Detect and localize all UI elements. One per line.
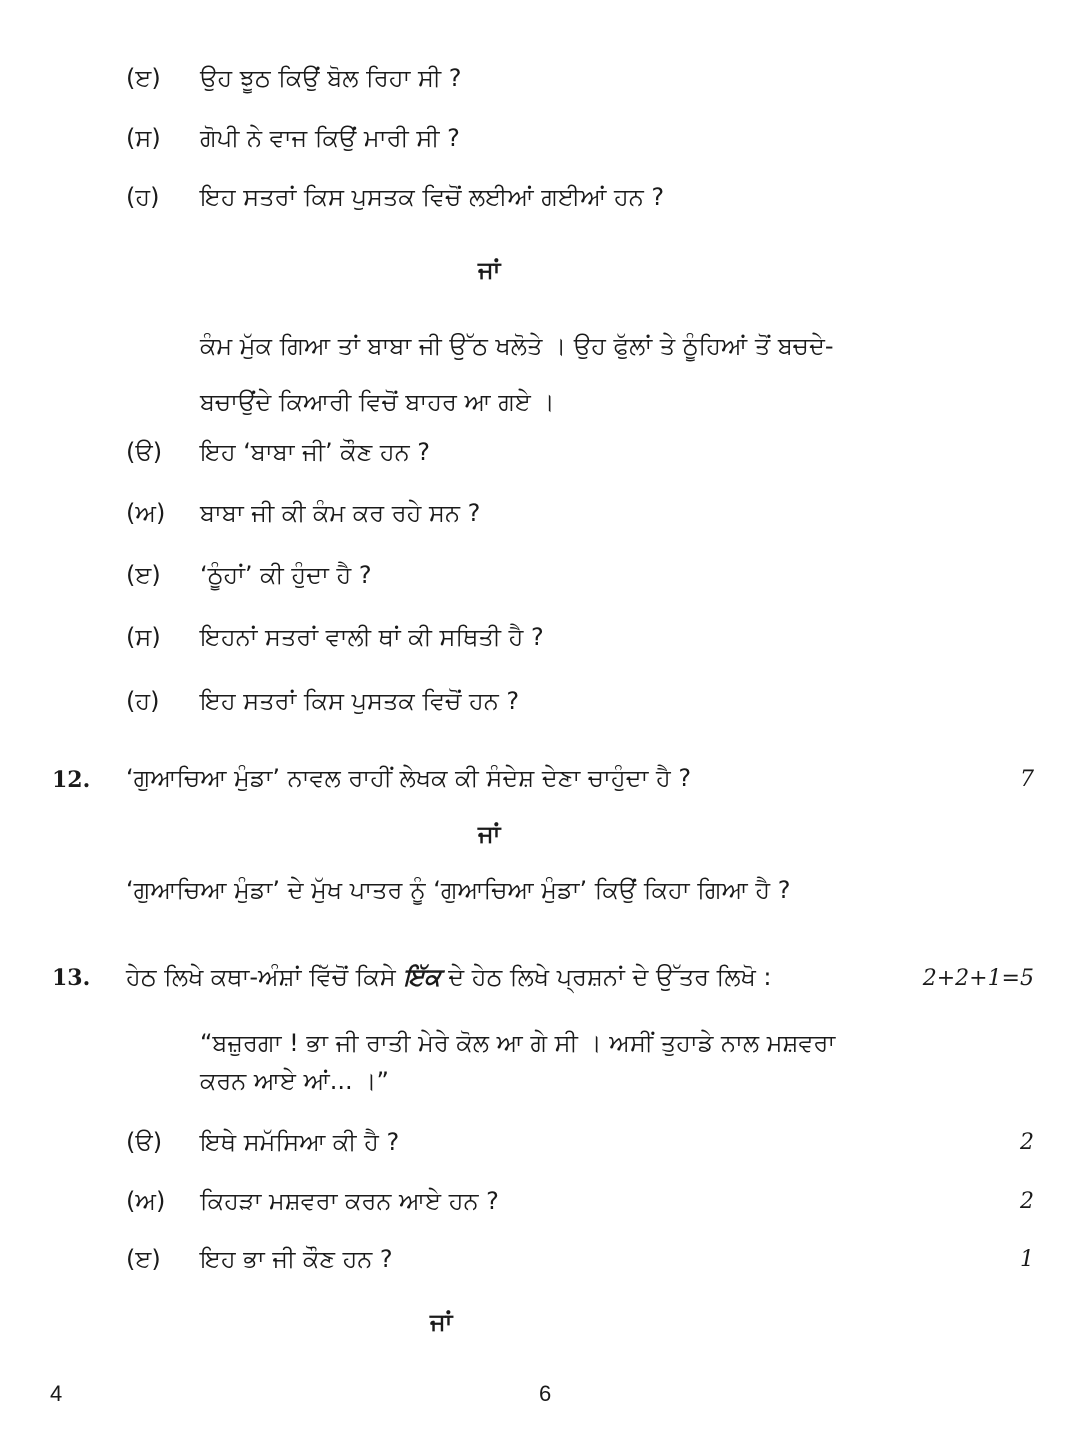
question-text — [126, 961, 772, 993]
item-label: (ਸ) — [126, 124, 161, 152]
item-marks: 2 — [1020, 1130, 1034, 1155]
or-heading: ਜਾਂ — [478, 820, 501, 848]
item-text: ਉਹ ਝੂਠ ਕਿਉਂ ਬੋਲ ਰਿਹਾ ਸੀ ? — [200, 64, 462, 92]
item-label: (ੲ) — [126, 1245, 161, 1273]
question-number: 12. — [52, 767, 91, 793]
item-text: ਇਹ ‘ਬਾਬਾ ਜੀ’ ਕੌਣ ਹਨ ? — [200, 438, 431, 466]
item-text: ਗੋਪੀ ਨੇ ਵਾਜ ਕਿਉਂ ਮਾਰੀ ਸੀ ? — [200, 124, 460, 152]
item-text: ਇਹ ਭਾ ਜੀ ਕੌਣ ਹਨ ? — [200, 1245, 393, 1273]
item-text: ਇਹਨਾਂ ਸਤਰਾਂ ਵਾਲੀ ਥਾਂ ਕੀ ਸਥਿਤੀ ਹੈ ? — [200, 623, 544, 651]
item-label: (ਹ) — [126, 687, 160, 715]
item-text: ਇਹ ਸਤਰਾਂ ਕਿਸ ਪੁਸਤਕ ਵਿਚੋਂ ਲਈਆਂ ਗਈਆਂ ਹਨ ? — [200, 183, 665, 211]
item-marks: 2 — [1020, 1189, 1034, 1214]
item-text: ਇਹ ਸਤਰਾਂ ਕਿਸ ਪੁਸਤਕ ਵਿਚੋਂ ਹਨ ? — [200, 687, 520, 715]
item-label: (ਅ) — [126, 1187, 166, 1215]
question-text-part: ਹੇਠ ਲਿਖੇ ਕਥਾ-ਅੰਸ਼ਾਂ ਵਿੱਚੋਂ ਕਿਸੇ — [126, 963, 396, 991]
item-text: ਕਿਹੜਾ ਮਸ਼ਵਰਾ ਕਰਨ ਆਏ ਹਨ ? — [200, 1187, 499, 1215]
or-heading: ਜਾਂ — [430, 1308, 453, 1336]
or-heading: ਜਾਂ — [478, 256, 501, 284]
item-label: (ੳ) — [126, 1128, 163, 1156]
passage — [200, 318, 834, 430]
paper-code: 4 — [50, 1381, 63, 1406]
item-label: (ਸ) — [126, 623, 161, 651]
question-number: 13. — [52, 965, 91, 991]
item-label: (ੳ) — [126, 438, 163, 466]
question-marks: 2+2+1=5 — [922, 966, 1034, 991]
page-number: 6 — [539, 1381, 552, 1406]
quote-line: “ਬਜ਼ੁਰਗਾ ! ਭਾ ਜੀ ਰਾਤੀ ਮੇਰੇ ਕੋਲ ਆ ਗੇ ਸੀ । ਅਸੀਂ ਤੁਹਾਡੇ ਨਾਲ ਮਸ਼ਵਰਾ — [200, 1029, 836, 1057]
item-text: ਇਥੇ ਸਮੱਸਿਆ ਕੀ ਹੈ ? — [200, 1128, 400, 1156]
question-alt-text: ‘ਗੁਆਚਿਆ ਮੁੰਡਾ’ ਦੇ ਮੁੱਖ ਪਾਤਰ ਨੂੰ ‘ਗੁਆਚਿਆ ਮੁੰਡਾ’ ਕਿਉਂ ਕਿਹਾ ਗਿਆ ਹੈ ? — [126, 876, 791, 904]
item-text: ‘ਠੂੰਹਾਂ’ ਕੀ ਹੁੰਦਾ ਹੈ ? — [200, 561, 372, 589]
item-label: (ਹ) — [126, 183, 160, 211]
passage-line: ਬਚਾਉਂਦੇ ਕਿਆਰੀ ਵਿਚੋਂ ਬਾਹਰ ਆ ਗਏ । — [200, 388, 555, 416]
question-text-part: ਦੇ ਹੇਠ ਲਿਖੇ ਪ੍ਰਸ਼ਨਾਂ ਦੇ ਉੱਤਰ ਲਿਖੋ : — [448, 963, 772, 991]
quote-line: ਕਰਨ ਆਏ ਆਂ... ।” — [200, 1067, 389, 1095]
question-marks: 7 — [1020, 767, 1034, 792]
question-text: ‘ਗੁਆਚਿਆ ਮੁੰਡਾ’ ਨਾਵਲ ਰਾਹੀਂ ਲੇਖਕ ਕੀ ਸੰਦੇਸ਼ ਦੇਣਾ ਚਾਹੁੰਦਾ ਹੈ ? — [126, 764, 692, 792]
item-label: (ਅ) — [126, 499, 166, 527]
emphasis-word: ਇੱਕ — [403, 963, 441, 991]
item-label: (ੲ) — [126, 64, 161, 92]
item-text: ਬਾਬਾ ਜੀ ਕੀ ਕੰਮ ਕਰ ਰਹੇ ਸਨ ? — [200, 499, 481, 527]
item-marks: 1 — [1020, 1247, 1034, 1272]
quote-passage — [200, 1024, 835, 1100]
passage-line: ਕੰਮ ਮੁੱਕ ਗਿਆ ਤਾਂ ਬਾਬਾ ਜੀ ਉੱਠ ਖਲੋਤੇ । ਉਹ ਫੁੱਲਾਂ ਤੇ ਠੂੰਹਿਆਂ ਤੋਂ ਬਚਦੇ- — [200, 332, 834, 360]
item-label: (ੲ) — [126, 561, 161, 589]
